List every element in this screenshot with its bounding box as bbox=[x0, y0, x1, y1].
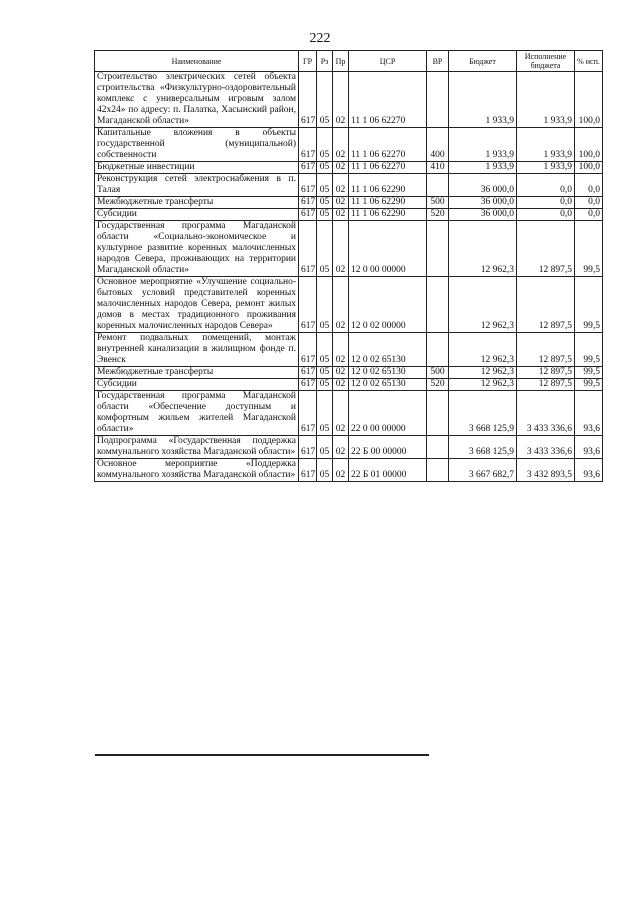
cell-percent: 93,6 bbox=[575, 391, 603, 436]
cell-execution: 12 897,5 bbox=[517, 367, 575, 379]
table-row bbox=[95, 174, 603, 197]
cell-pr: 02 bbox=[333, 221, 349, 277]
table-row bbox=[95, 277, 603, 333]
cell-gr: 617 bbox=[299, 391, 317, 436]
cell-gr: 617 bbox=[299, 221, 317, 277]
cell-name: Ремонт подвальных помещений, монтаж внутренней канализации в жилищном фонде п. Эвенск bbox=[95, 333, 299, 367]
cell-execution: 1 933,9 bbox=[517, 128, 575, 162]
cell-vr bbox=[427, 436, 449, 459]
cell-percent: 93,6 bbox=[575, 436, 603, 459]
header-rz: Рз bbox=[317, 51, 333, 72]
cell-pr: 02 bbox=[333, 367, 349, 379]
cell-execution: 3 432 893,5 bbox=[517, 459, 575, 482]
cell-execution: 12 897,5 bbox=[517, 277, 575, 333]
cell-percent: 100,0 bbox=[575, 128, 603, 162]
cell-percent: 99,5 bbox=[575, 333, 603, 367]
header-percent: % исп. bbox=[575, 51, 603, 72]
cell-name: Государственная программа Магаданской области «Обеспечение доступным и комфортным жильем жителей Магаданской области» bbox=[95, 391, 299, 436]
cell-pr: 02 bbox=[333, 128, 349, 162]
cell-pr: 02 bbox=[333, 333, 349, 367]
cell-pr: 02 bbox=[333, 277, 349, 333]
cell-name: Строительство электрических сетей объекта строительства «Физкультурно-оздоровительный комплекс с универсальным игровым залом 42х24» по адресу: п. Палатка, Хасынский район, Магаданской области» bbox=[95, 72, 299, 128]
cell-name: Межбюджетные трансферты bbox=[95, 367, 299, 379]
cell-vr bbox=[427, 174, 449, 197]
table-row bbox=[95, 197, 603, 209]
cell-gr: 617 bbox=[299, 197, 317, 209]
cell-csr: 12 0 00 00000 bbox=[349, 221, 427, 277]
cell-budget: 1 933,9 bbox=[449, 162, 517, 174]
cell-pr: 02 bbox=[333, 436, 349, 459]
cell-csr: 12 0 02 65130 bbox=[349, 367, 427, 379]
cell-vr: 520 bbox=[427, 379, 449, 391]
cell-rz: 05 bbox=[317, 277, 333, 333]
cell-csr: 11 1 06 62290 bbox=[349, 174, 427, 197]
cell-execution: 3 433 336,6 bbox=[517, 436, 575, 459]
cell-csr: 12 0 02 00000 bbox=[349, 277, 427, 333]
cell-gr: 617 bbox=[299, 162, 317, 174]
budget-table bbox=[94, 50, 603, 482]
cell-rz: 05 bbox=[317, 174, 333, 197]
cell-execution: 1 933,9 bbox=[517, 162, 575, 174]
cell-rz: 05 bbox=[317, 162, 333, 174]
cell-gr: 617 bbox=[299, 128, 317, 162]
cell-budget: 36 000,0 bbox=[449, 174, 517, 197]
cell-gr: 617 bbox=[299, 333, 317, 367]
cell-gr: 617 bbox=[299, 174, 317, 197]
header-budget: Бюджет bbox=[449, 51, 517, 72]
cell-percent: 99,5 bbox=[575, 367, 603, 379]
cell-name: Государственная программа Магаданской области «Социально-экономическое и культурное развитие коренных малочисленных народов Севера, проживающих на территории Магаданской области» bbox=[95, 221, 299, 277]
cell-percent: 0,0 bbox=[575, 209, 603, 221]
cell-csr: 22 0 00 00000 bbox=[349, 391, 427, 436]
cell-budget: 36 000,0 bbox=[449, 197, 517, 209]
cell-pr: 02 bbox=[333, 391, 349, 436]
cell-execution: 1 933,9 bbox=[517, 72, 575, 128]
cell-execution: 12 897,5 bbox=[517, 333, 575, 367]
cell-execution: 0,0 bbox=[517, 197, 575, 209]
cell-percent: 100,0 bbox=[575, 72, 603, 128]
cell-csr: 22 Б 01 00000 bbox=[349, 459, 427, 482]
cell-vr bbox=[427, 391, 449, 436]
table-row bbox=[95, 459, 603, 482]
cell-budget: 3 667 682,7 bbox=[449, 459, 517, 482]
cell-name: Бюджетные инвестиции bbox=[95, 162, 299, 174]
cell-csr: 11 1 06 62270 bbox=[349, 162, 427, 174]
cell-gr: 617 bbox=[299, 379, 317, 391]
cell-budget: 3 668 125,9 bbox=[449, 391, 517, 436]
cell-pr: 02 bbox=[333, 174, 349, 197]
cell-vr: 400 bbox=[427, 128, 449, 162]
cell-rz: 05 bbox=[317, 72, 333, 128]
cell-gr: 617 bbox=[299, 277, 317, 333]
table-header-row bbox=[95, 51, 603, 72]
table-row bbox=[95, 72, 603, 128]
cell-rz: 05 bbox=[317, 367, 333, 379]
cell-name: Подпрограмма «Государственная поддержка коммунального хозяйства Магаданской области» bbox=[95, 436, 299, 459]
cell-execution: 0,0 bbox=[517, 174, 575, 197]
cell-name: Субсидии bbox=[95, 209, 299, 221]
cell-rz: 05 bbox=[317, 391, 333, 436]
cell-name: Основное мероприятие «Поддержка коммунального хозяйства Магаданской области» bbox=[95, 459, 299, 482]
footnote-separator bbox=[95, 754, 429, 756]
cell-csr: 11 1 06 62290 bbox=[349, 197, 427, 209]
cell-vr bbox=[427, 333, 449, 367]
cell-execution: 0,0 bbox=[517, 209, 575, 221]
cell-gr: 617 bbox=[299, 459, 317, 482]
cell-rz: 05 bbox=[317, 459, 333, 482]
cell-gr: 617 bbox=[299, 436, 317, 459]
cell-name: Реконструкция сетей электроснабжения в п. Талая bbox=[95, 174, 299, 197]
cell-csr: 11 1 06 62290 bbox=[349, 209, 427, 221]
cell-rz: 05 bbox=[317, 197, 333, 209]
cell-budget: 12 962,3 bbox=[449, 367, 517, 379]
cell-budget: 12 962,3 bbox=[449, 277, 517, 333]
cell-csr: 11 1 06 62270 bbox=[349, 128, 427, 162]
cell-pr: 02 bbox=[333, 162, 349, 174]
cell-budget: 12 962,3 bbox=[449, 333, 517, 367]
cell-percent: 100,0 bbox=[575, 162, 603, 174]
cell-csr: 12 0 02 65130 bbox=[349, 379, 427, 391]
table-row bbox=[95, 221, 603, 277]
cell-vr: 500 bbox=[427, 367, 449, 379]
cell-name: Капитальные вложения в объекты государственной (муниципальной) собственности bbox=[95, 128, 299, 162]
cell-pr: 02 bbox=[333, 209, 349, 221]
cell-execution: 12 897,5 bbox=[517, 221, 575, 277]
cell-rz: 05 bbox=[317, 128, 333, 162]
cell-vr bbox=[427, 459, 449, 482]
cell-budget: 3 668 125,9 bbox=[449, 436, 517, 459]
cell-percent: 99,5 bbox=[575, 221, 603, 277]
cell-gr: 617 bbox=[299, 367, 317, 379]
cell-pr: 02 bbox=[333, 197, 349, 209]
table-row bbox=[95, 379, 603, 391]
table-row bbox=[95, 333, 603, 367]
cell-execution: 12 897,5 bbox=[517, 379, 575, 391]
cell-vr: 500 bbox=[427, 197, 449, 209]
cell-csr: 12 0 02 65130 bbox=[349, 333, 427, 367]
header-name: Наименование bbox=[95, 51, 299, 72]
header-gr: ГР bbox=[299, 51, 317, 72]
cell-pr: 02 bbox=[333, 459, 349, 482]
cell-vr: 520 bbox=[427, 209, 449, 221]
page-number: 222 bbox=[309, 31, 331, 46]
cell-name: Основное мероприятие «Улучшение социально-бытовых условий представителей коренных малочисленных народов Севера, ремонт жилых домов в местах традиционного проживания коренных малочисленных народов Севера» bbox=[95, 277, 299, 333]
cell-vr bbox=[427, 277, 449, 333]
table-body bbox=[95, 72, 603, 482]
cell-pr: 02 bbox=[333, 72, 349, 128]
cell-percent: 99,5 bbox=[575, 379, 603, 391]
table-row bbox=[95, 391, 603, 436]
cell-gr: 617 bbox=[299, 72, 317, 128]
header-csr: ЦСР bbox=[349, 51, 427, 72]
cell-pr: 02 bbox=[333, 379, 349, 391]
cell-rz: 05 bbox=[317, 436, 333, 459]
cell-rz: 05 bbox=[317, 379, 333, 391]
cell-rz: 05 bbox=[317, 209, 333, 221]
cell-budget: 1 933,9 bbox=[449, 128, 517, 162]
table-row bbox=[95, 367, 603, 379]
cell-budget: 36 000,0 bbox=[449, 209, 517, 221]
cell-name: Субсидии bbox=[95, 379, 299, 391]
cell-budget: 12 962,3 bbox=[449, 221, 517, 277]
cell-percent: 0,0 bbox=[575, 197, 603, 209]
cell-percent: 99,5 bbox=[575, 277, 603, 333]
cell-percent: 93,6 bbox=[575, 459, 603, 482]
cell-execution: 3 433 336,6 bbox=[517, 391, 575, 436]
header-vr: ВР bbox=[427, 51, 449, 72]
cell-budget: 1 933,9 bbox=[449, 72, 517, 128]
table-row bbox=[95, 128, 603, 162]
cell-vr bbox=[427, 72, 449, 128]
cell-csr: 22 Б 00 00000 bbox=[349, 436, 427, 459]
cell-vr: 410 bbox=[427, 162, 449, 174]
table-row bbox=[95, 162, 603, 174]
cell-gr: 617 bbox=[299, 209, 317, 221]
cell-csr: 11 1 06 62270 bbox=[349, 72, 427, 128]
cell-name: Межбюджетные трансферты bbox=[95, 197, 299, 209]
header-pr: Пр bbox=[333, 51, 349, 72]
cell-budget: 12 962,3 bbox=[449, 379, 517, 391]
cell-vr bbox=[427, 221, 449, 277]
table-row bbox=[95, 436, 603, 459]
cell-rz: 05 bbox=[317, 333, 333, 367]
cell-rz: 05 bbox=[317, 221, 333, 277]
cell-percent: 0,0 bbox=[575, 174, 603, 197]
header-execution: Исполнение бюджета bbox=[517, 51, 575, 72]
table-row bbox=[95, 209, 603, 221]
